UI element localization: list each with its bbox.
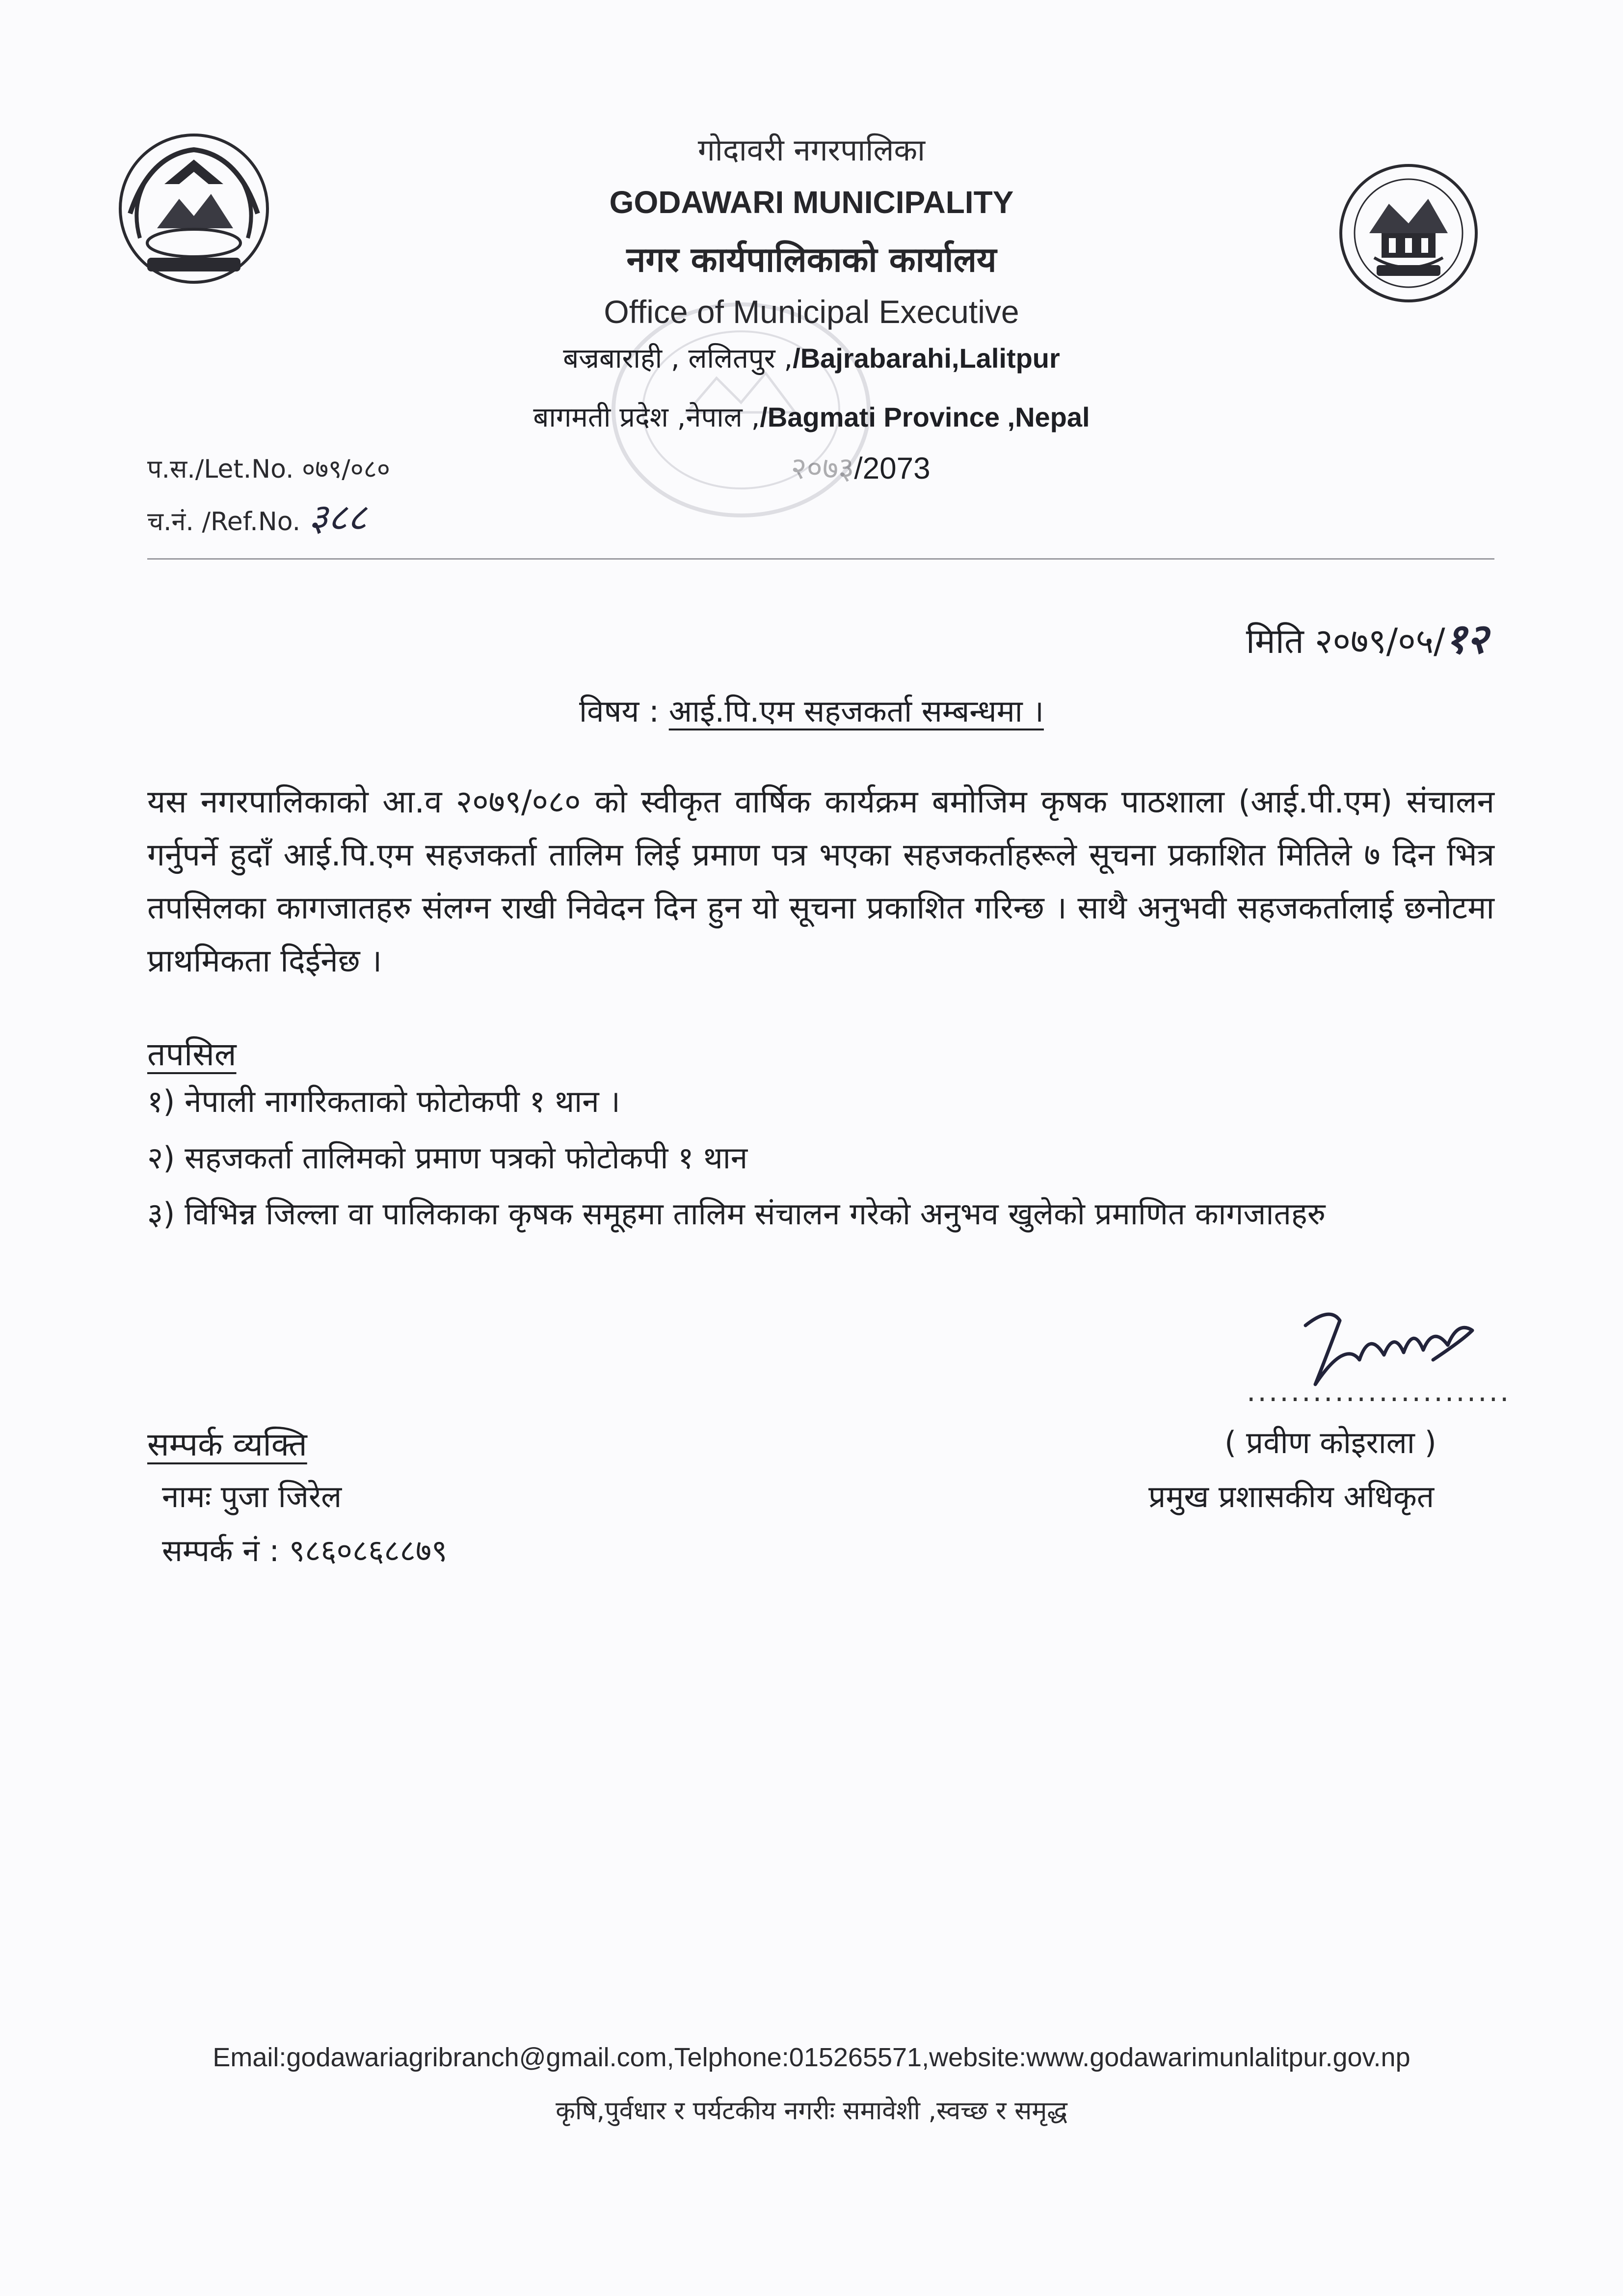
contact-heading: सम्पर्क व्यक्ति [147,1426,307,1463]
footer-contact-line: Email:godawariagribranch@gmail.com,Telphone:015265571,website:www.godawarimunlalitpur.gov.np [213,2043,1410,2072]
reference-number-value: ३८८ [308,495,367,539]
office-name-nepali: नगर कार्यपालिकाको कार्यालय [626,240,997,280]
signature-dots: ........................ [1247,1375,1511,1408]
address1-nepali: बज्रबाराही , ललितपुर , [563,343,793,375]
date-value: २०७९/०५/ [1315,621,1445,661]
date-handwritten-day: १२ [1445,614,1488,663]
signatory-title: प्रमुख प्रशासकीय अधिकृत [1148,1479,1435,1514]
reference-number [147,491,367,541]
list-item: २) सहजकर्ता तालिमको प्रमाण पत्रको फोटोकपी १ थान [147,1140,748,1176]
godawari-municipality-logo-icon [1335,160,1482,307]
address2-nepali: बागमती प्रदेश ,नेपाल , [533,402,760,433]
footer-slogan: कृषि,पुर्वधार र पर्यटकीय नगरीः समावेशी ,स्वच्छ र समृद्ध [556,2096,1067,2126]
municipality-name-english: GODAWARI MUNICIPALITY [609,185,1014,220]
letter-date [1246,609,1488,665]
list-item: १) नेपाली नागरिकताको फोटोकपी १ थान । [147,1083,620,1119]
signatory-name: ( प्रवीण कोइराला ) [1224,1425,1437,1460]
address-line-2 [0,398,1623,435]
subject-text: आई.पि.एम सहजकर्ता सम्बन्धमा । [668,693,1044,729]
header-divider [147,558,1494,560]
office-name-english: Office of Municipal Executive [604,294,1019,330]
address1-english: /Bajrabarahi,Lalitpur [793,343,1060,374]
date-label: मिति [1246,621,1304,661]
contact-name: नामः पुजा जिरेल [162,1479,342,1514]
letter-number-label: प.स./Let.No. [147,455,294,484]
established-year-nepali: २०७३ [791,450,854,486]
letter-number-value: ०७९/०८० [302,455,390,484]
subject-label: विषय : [579,693,659,729]
established-year-english: /2073 [854,452,931,486]
municipality-name-nepali: गोदावरी नगरपालिका [697,132,926,168]
list-heading: तपसिल [147,1035,237,1073]
list-item: ३) विभिन्न जिल्ला वा पालिकाका कृषक समूहमा तालिम संचालन गरेको अनुभव खुलेको प्रमाणित कागजातहरु [147,1196,1326,1232]
subject-line [0,690,1623,731]
address2-english: /Bagmati Province ,Nepal [760,402,1090,432]
reference-number-label: च.नं. /Ref.No. [147,507,301,537]
letter-number [147,451,390,486]
address-line-1 [0,339,1623,376]
contact-phone: सम्पर्क नं : ९८६०८६८८७९ [162,1533,448,1568]
notice-body-paragraph: यस नगरपालिकाको आ.व २०७९/०८० को स्वीकृत वार्षिक कार्यक्रम बमोजिम कृषक पाठशाला (आई.पी.एम) संचालन गर्नुपर्ने हुदाँ आई.पि.एम सहजकर्ता तालिम लिई प्रमाण पत्र भएका सहजकर्ताहरूले सूचना प्रकाशित मितिले ७ दिन भित्र तपसिलका कागजातहरु संलग्न राखी निवेदन दिन हुन यो सूचना प्रकाशित गरिन्छ । साथै अनुभवी सहजकर्तालाई छनोटमा प्राथमिकता दिईनेछ । [147,784,1494,979]
